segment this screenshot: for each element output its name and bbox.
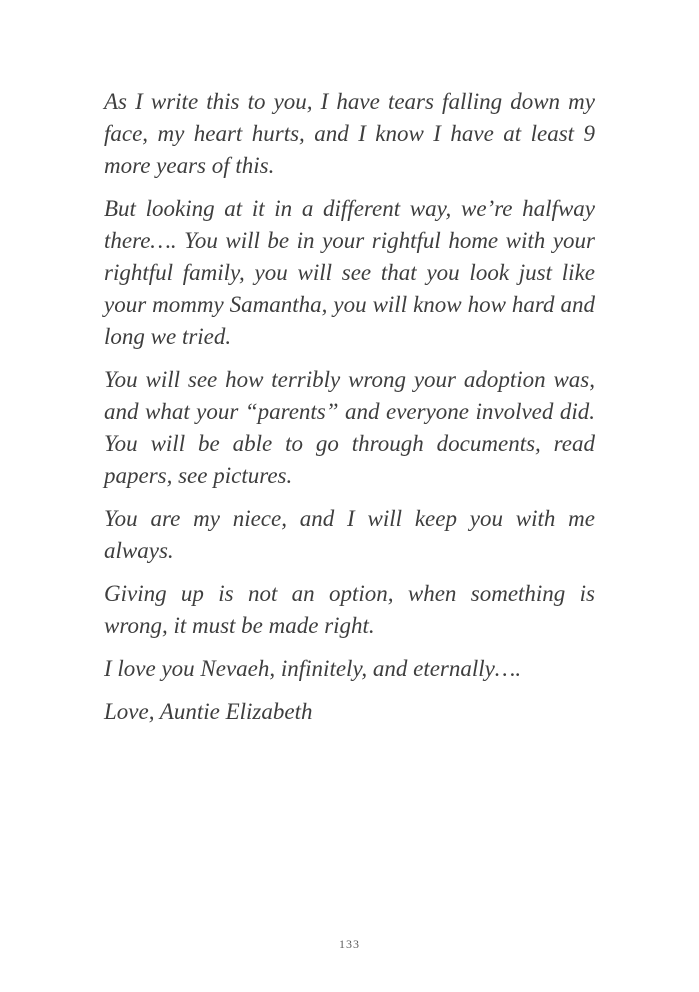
letter-paragraph: Giving up is not an option, when something is wrong, it must be made right. (104, 581, 595, 638)
letter-paragraph: You are my niece, and I will keep you with me always. (104, 506, 595, 563)
letter-paragraph: I love you Nevaeh, infinitely, and eternally…. (104, 656, 522, 681)
letter-paragraph: As I write this to you, I have tears falling down my face, my heart hurts, and I know I have at least 9 more years of this. (104, 89, 595, 178)
letter-paragraph: But looking at it in a different way, we’re halfway there…. You will be in your rightful home with your rightful family, you will see that you look just like your mommy Samantha, you will know how hard and long we tried. (104, 196, 595, 349)
letter-body (104, 86, 595, 739)
letter-paragraph: You will see how terribly wrong your adoption was, and what your “parents” and everyone involved did. You will be able to go through documents, read papers, see pictures. (104, 367, 595, 488)
page-number: 133 (339, 937, 360, 951)
letter-signature: Love, Auntie Elizabeth (104, 699, 313, 724)
